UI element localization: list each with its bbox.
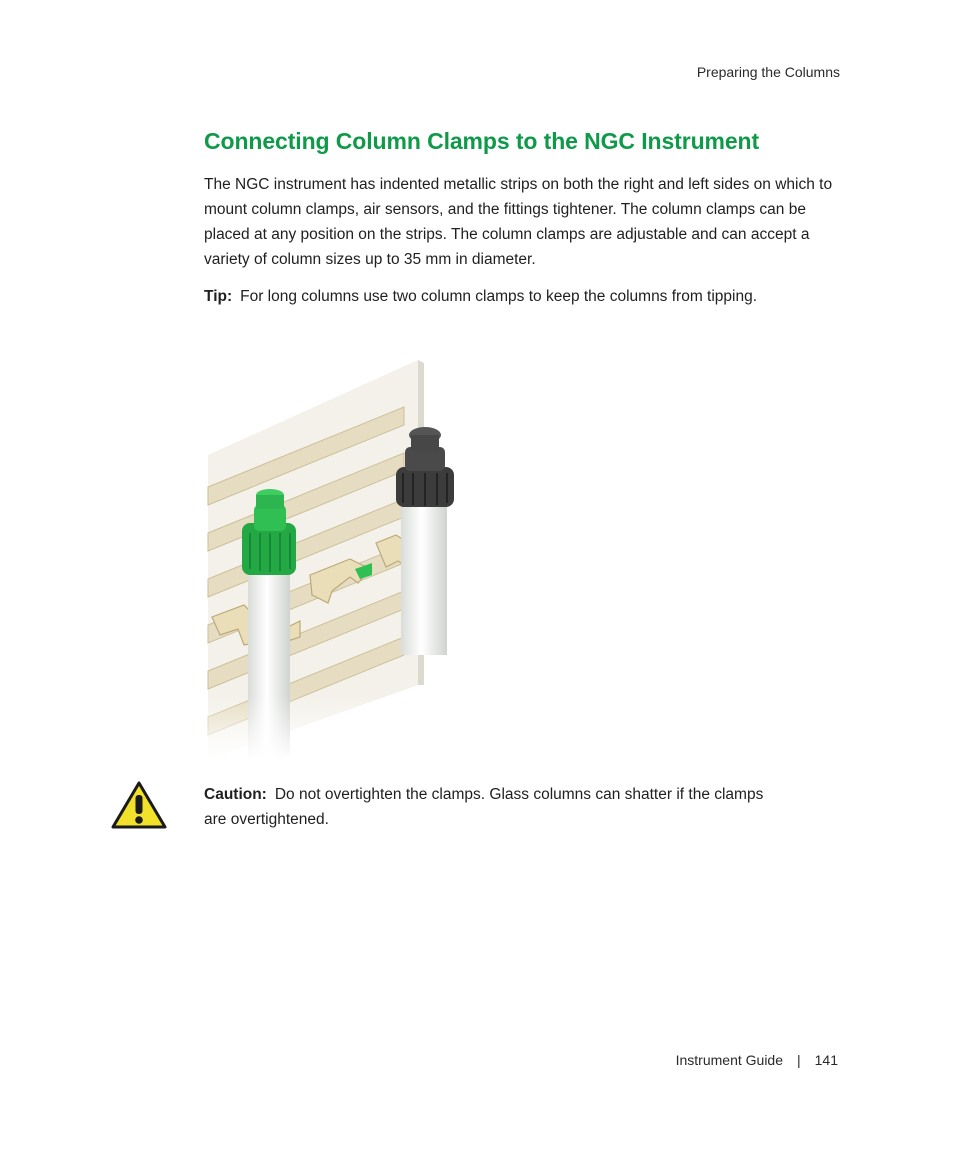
- page-number: 141: [814, 1052, 838, 1068]
- caution-label: Caution:: [204, 786, 267, 803]
- tip-note: [204, 284, 784, 309]
- column-clamps-illustration: [200, 355, 460, 760]
- warning-triangle-icon: [110, 780, 168, 830]
- caution-note: [204, 782, 784, 832]
- footer-guide-name: Instrument Guide: [675, 1052, 783, 1068]
- caution-text: Do not overtighten the clamps. Glass columns can shatter if the clamps are overtightened.: [204, 786, 764, 828]
- section-title: Connecting Column Clamps to the NGC Instrument: [204, 128, 760, 154]
- running-footer: [676, 1052, 838, 1068]
- body-paragraph: The NGC instrument has indented metallic strips on both the right and left sides on which to mount column clamps, air sensors, and the fittings tightener. The column clamps can be placed at any position on the strips. The column clamps are adjustable and can accept a variety of column sizes up to 35 mm in diameter.: [204, 176, 833, 268]
- footer-separator: |: [797, 1052, 801, 1068]
- tip-label: Tip:: [204, 288, 233, 305]
- tip-text: For long columns use two column clamps to keep the columns from tipping.: [240, 288, 758, 305]
- running-header: Preparing the Columns: [696, 64, 840, 80]
